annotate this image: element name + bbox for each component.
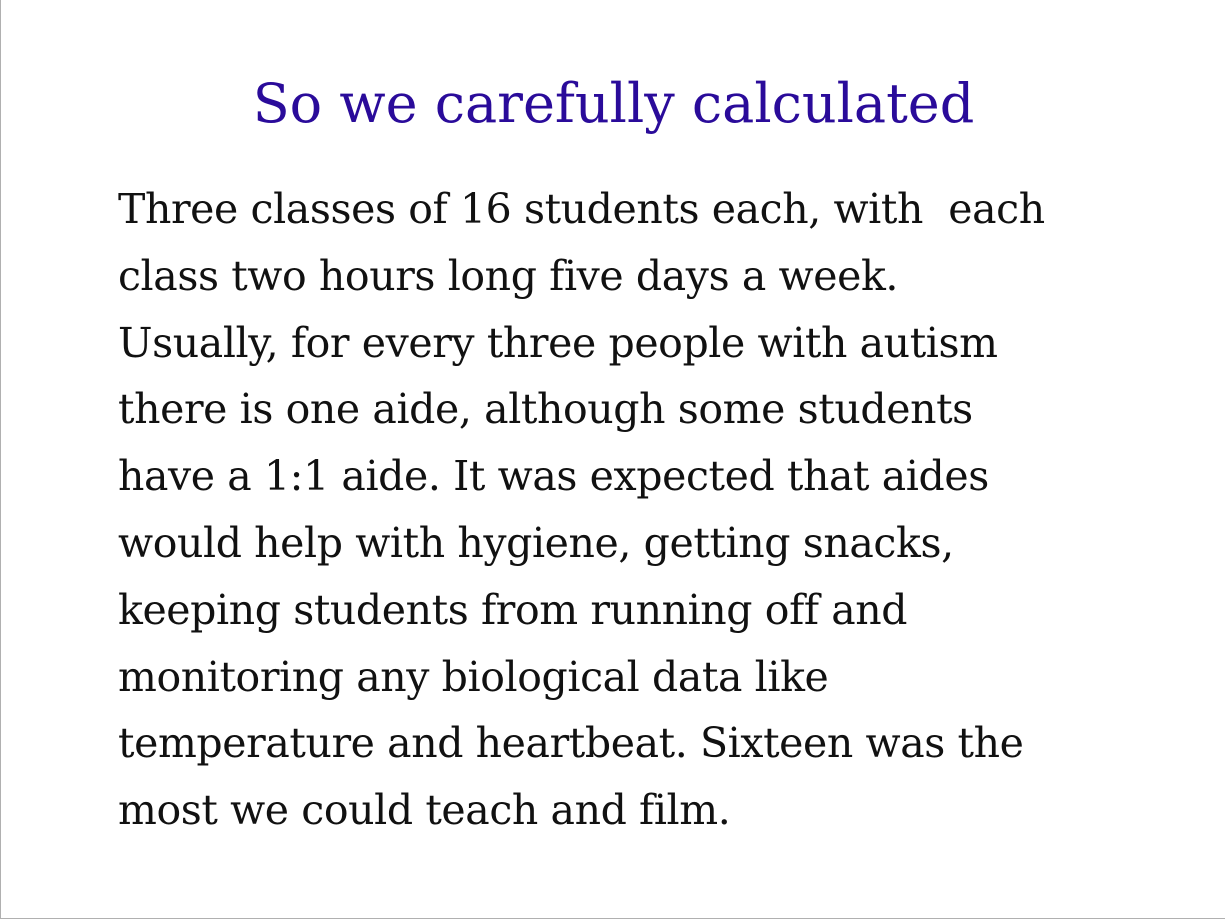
body-line: monitoring any biological data like (118, 652, 829, 701)
body-line: class two hours long five days a week. (118, 251, 899, 300)
body-line: have a 1:1 aide. It was expected that aides (118, 452, 989, 501)
body-line: would help with hygiene, getting snacks, (118, 518, 954, 567)
body-line: keeping students from running off and (118, 585, 908, 634)
body-line: Usually, for every three people with autism (118, 318, 998, 367)
body-line: temperature and heartbeat. Sixteen was the (118, 719, 1024, 768)
body-line: most we could teach and film. (118, 786, 731, 835)
slide-title: So we carefully calculated (252, 72, 975, 135)
slide-body (118, 176, 1178, 844)
body-line: Three classes of 16 students each, with each (118, 185, 1045, 233)
body-line: there is one aide, although some students (118, 385, 973, 434)
